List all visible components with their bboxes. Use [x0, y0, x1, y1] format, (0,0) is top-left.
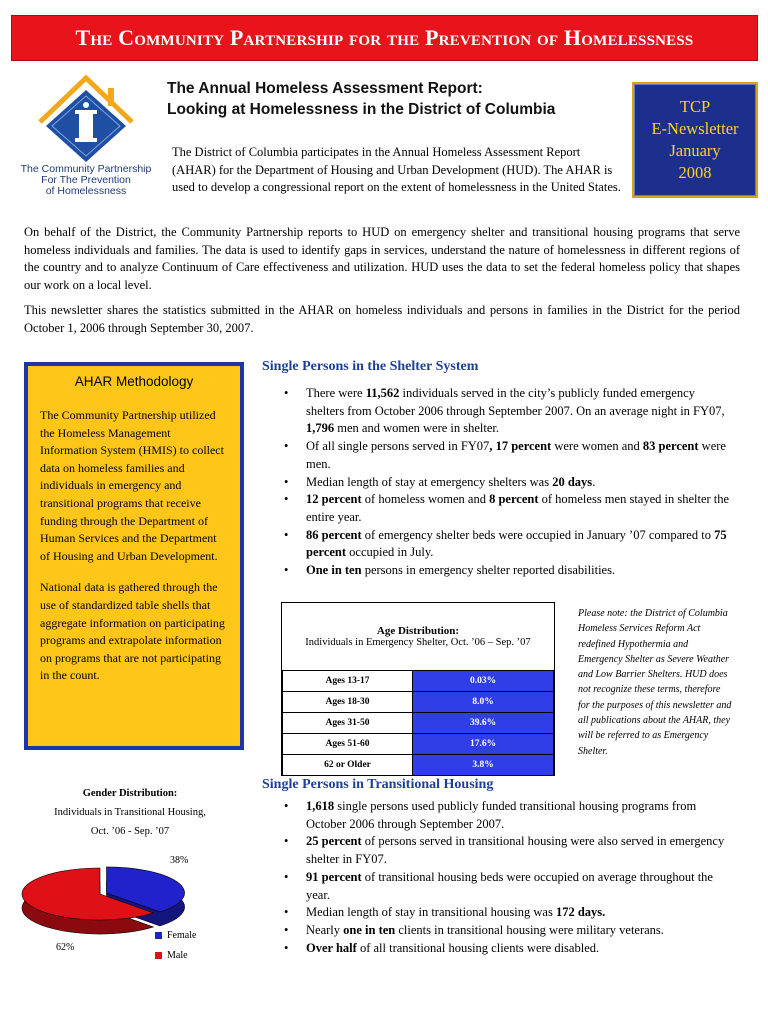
age-table-row	[283, 671, 554, 692]
transitional-bullet	[284, 922, 730, 940]
body-paragraph: This newsletter shares the statistics submitted in the AHAR on homeless individuals and persons in families in the District for the period October 1, 2006 through September 30, 2007.	[24, 303, 740, 335]
shelter-bullet-text: There were	[306, 386, 366, 400]
transitional-bullet-list	[284, 798, 730, 957]
shelter-bullet	[284, 527, 730, 562]
age-row-value: 3.8%	[413, 755, 554, 776]
report-title-line1: The Annual Homeless Assessment Report:	[167, 80, 483, 97]
gender-chart-subtitle: Oct. ’06 - Sep. ’07	[90, 826, 170, 837]
shelter-section-title: Single Persons in the Shelter System	[262, 359, 479, 374]
shelter-bullet	[284, 562, 730, 580]
age-table-row	[283, 734, 554, 755]
shelter-bullet-text: 11,562	[365, 386, 400, 400]
gender-chart-title: Gender Distribution:	[82, 788, 178, 799]
newsletter-line: TCP	[679, 97, 711, 116]
age-table-grid	[282, 670, 554, 776]
newsletter-line: E-Newsletter	[651, 119, 739, 138]
shelter-bullet-text: 1,796	[306, 421, 335, 436]
transitional-bullet-text: Nearly	[306, 922, 344, 937]
age-row-label: Ages 51-60	[283, 734, 413, 755]
transitional-bullet	[284, 869, 730, 904]
shelter-bullet	[284, 385, 730, 438]
legend-label-female: Female	[167, 930, 197, 941]
shelter-bullet-list	[284, 385, 730, 580]
age-row-label: Ages 18-30	[283, 692, 413, 713]
transitional-bullet	[284, 798, 730, 833]
intro-paragraph: The District of Columbia participates in the Annual Homeless Assessment Report (AHAR) for the Department of Housing and Urban Development (HUD). The AHAR is used to develop a congressional report on the extent of homelessness in the United States.	[172, 145, 621, 194]
pie-label-female: 38%	[170, 855, 189, 866]
shelter-bullet-text: 12 percent	[306, 492, 362, 507]
shelter-bullet-text: of homeless men stayed in shelter the entire year.	[306, 492, 730, 524]
gender-chart-title-block	[20, 784, 240, 841]
shelter-bullet-text: men and women were in shelter.	[334, 421, 500, 436]
logo-caption-line: For The Prevention	[41, 174, 131, 186]
legend-item-female	[155, 930, 196, 941]
shelter-bullet-text: occupied in July.	[346, 545, 434, 560]
methodology-paragraph: The Community Partnership utilized the Homeless Management Information System (HMIS) to collect data on homeless families and individuals in emergency and transitional programs that receive funding through the Department of Human Services and the Department of Housing and Urban Development.	[40, 408, 224, 563]
logo-caption-line: The Community Partnership	[20, 163, 152, 175]
age-row-value: 17.6%	[413, 734, 554, 755]
transitional-section-title: Single Persons in Transitional Housing	[262, 777, 494, 792]
transitional-bullet-text: Median length of stay in transitional housing was	[306, 905, 556, 920]
shelter-bullet-text: of emergency shelter beds were occupied in January ’07 compared to	[361, 527, 715, 542]
legend-swatch-male	[155, 952, 162, 959]
header-banner	[11, 15, 758, 61]
age-row-label: Ages 13-17	[283, 671, 413, 692]
legend-label-male: Male	[167, 950, 188, 961]
transitional-bullet	[284, 940, 730, 958]
transitional-bullet-text: Over half	[306, 940, 357, 955]
age-table-row	[283, 713, 554, 734]
shelter-bullet-text: of homeless women and	[361, 492, 490, 507]
transitional-bullet	[284, 904, 730, 922]
age-table-header	[282, 603, 554, 670]
age-table-row	[283, 692, 554, 713]
newsletter-line: 2008	[678, 163, 712, 182]
body-paragraph: On behalf of the District, the Community Partnership reports to HUD on emergency shelter and transitional housing programs that serve homeless individuals and families. The data is used to identify gaps in services, understand the nature of homelessness in different regions of the country and to analyze Continuum of Care effectiveness and utilization. HUD uses the data to set the federal homeless policy that shapes our work on a local level.	[24, 225, 740, 292]
age-table-row	[283, 755, 554, 776]
age-row-label: Ages 31-50	[283, 713, 413, 734]
newsletter-badge	[632, 82, 758, 198]
methodology-title: AHAR Methodology	[74, 374, 194, 389]
transitional-bullet	[284, 833, 730, 868]
legend-item-male	[155, 950, 188, 961]
transitional-bullet-text: 25 percent	[306, 834, 362, 849]
shelter-bullet-text: were men.	[306, 439, 726, 471]
newsletter-line: January	[669, 141, 721, 160]
methodology-paragraph: National data is gathered through the use of standardized table shells that aggregate information on participating programs and extrapolate information on programs that are not participating in the count.	[40, 580, 225, 683]
report-title	[167, 78, 627, 120]
shelter-note: Please note: the District of Columbia Homeless Services Reform Act redefined Hypothermia and Emergency Shelter as Severe Weather and Low Barrier Shelters. HUD does not recognize these terms, therefore for the purposes of this newsletter and all publications about the AHAR, they will be referred to as Emergency Shelter.	[578, 608, 732, 757]
logo-caption-line: of Homelessness	[45, 185, 127, 197]
transitional-bullet-text: 91 percent	[306, 869, 362, 884]
transitional-bullet-text: 172 days.	[555, 905, 606, 920]
age-row-value: 8.0%	[413, 692, 554, 713]
age-row-value: 0.03%	[413, 671, 554, 692]
shelter-bullet-text: 75 percent	[306, 527, 727, 560]
gender-chart-subtitle: Individuals in Transitional Housing,	[54, 807, 206, 818]
shelter-bullet-text: individuals served in the city’s publicly funded emergency shelters from October 2006 through September 2007. On an average night in FY07,	[306, 386, 725, 418]
shelter-bullet-text: , 17 percent	[489, 439, 552, 454]
shelter-bullet-text: 20 days	[552, 474, 593, 489]
transitional-bullet-text: one in ten	[343, 922, 396, 937]
age-row-value: 39.6%	[413, 713, 554, 734]
transitional-bullet-text: of transitional housing beds were occupied on average throughout the year.	[306, 869, 713, 902]
shelter-bullet-text: Median length of stay at emergency shelters was	[306, 474, 553, 489]
methodology-box	[24, 362, 244, 750]
report-title-line2: Looking at Homelessness in the District of Columbia	[167, 101, 556, 118]
shelter-bullet-text: 8 percent	[489, 492, 539, 507]
shelter-bullet-text: 86 percent	[306, 527, 362, 542]
shelter-bullet	[284, 474, 730, 492]
shelter-bullet-text: .	[592, 474, 596, 489]
shelter-bullet-text: persons in emergency shelter reported disabilities.	[361, 563, 616, 578]
transitional-bullet-text: of all transitional housing clients were disabled.	[356, 940, 600, 955]
transitional-bullet-text: clients in transitional housing were military veterans.	[395, 922, 664, 937]
age-table-title: Age Distribution:	[376, 625, 460, 637]
transitional-bullet-text: 1,618	[306, 799, 335, 813]
logo-caption	[12, 164, 160, 197]
transitional-bullet-text: single persons used publicly funded transitional housing programs from October 2006 through September 2007.	[306, 799, 697, 831]
shelter-bullet-text: were women and	[551, 439, 643, 454]
legend-swatch-female	[155, 932, 162, 939]
shelter-bullet-text: One in ten	[306, 563, 362, 578]
shelter-bullet	[284, 491, 730, 526]
age-row-label: 62 or Older	[283, 755, 413, 776]
shelter-bullet	[284, 438, 730, 473]
age-distribution-table	[281, 602, 555, 776]
banner-title: The Community Partnership for the Prevention of Homelessness	[75, 25, 694, 50]
age-table-subtitle: Individuals in Emergency Shelter, Oct. ’06 – Sep. ’07	[305, 637, 531, 648]
shelter-bullet-text: 83 percent	[642, 439, 699, 454]
transitional-bullet-text: of persons served in transitional housing were also served in emergency shelter in FY07.	[306, 834, 725, 867]
pie-label-male: 62%	[56, 942, 75, 953]
shelter-bullet-text: Of all single persons served in FY07	[306, 439, 490, 454]
